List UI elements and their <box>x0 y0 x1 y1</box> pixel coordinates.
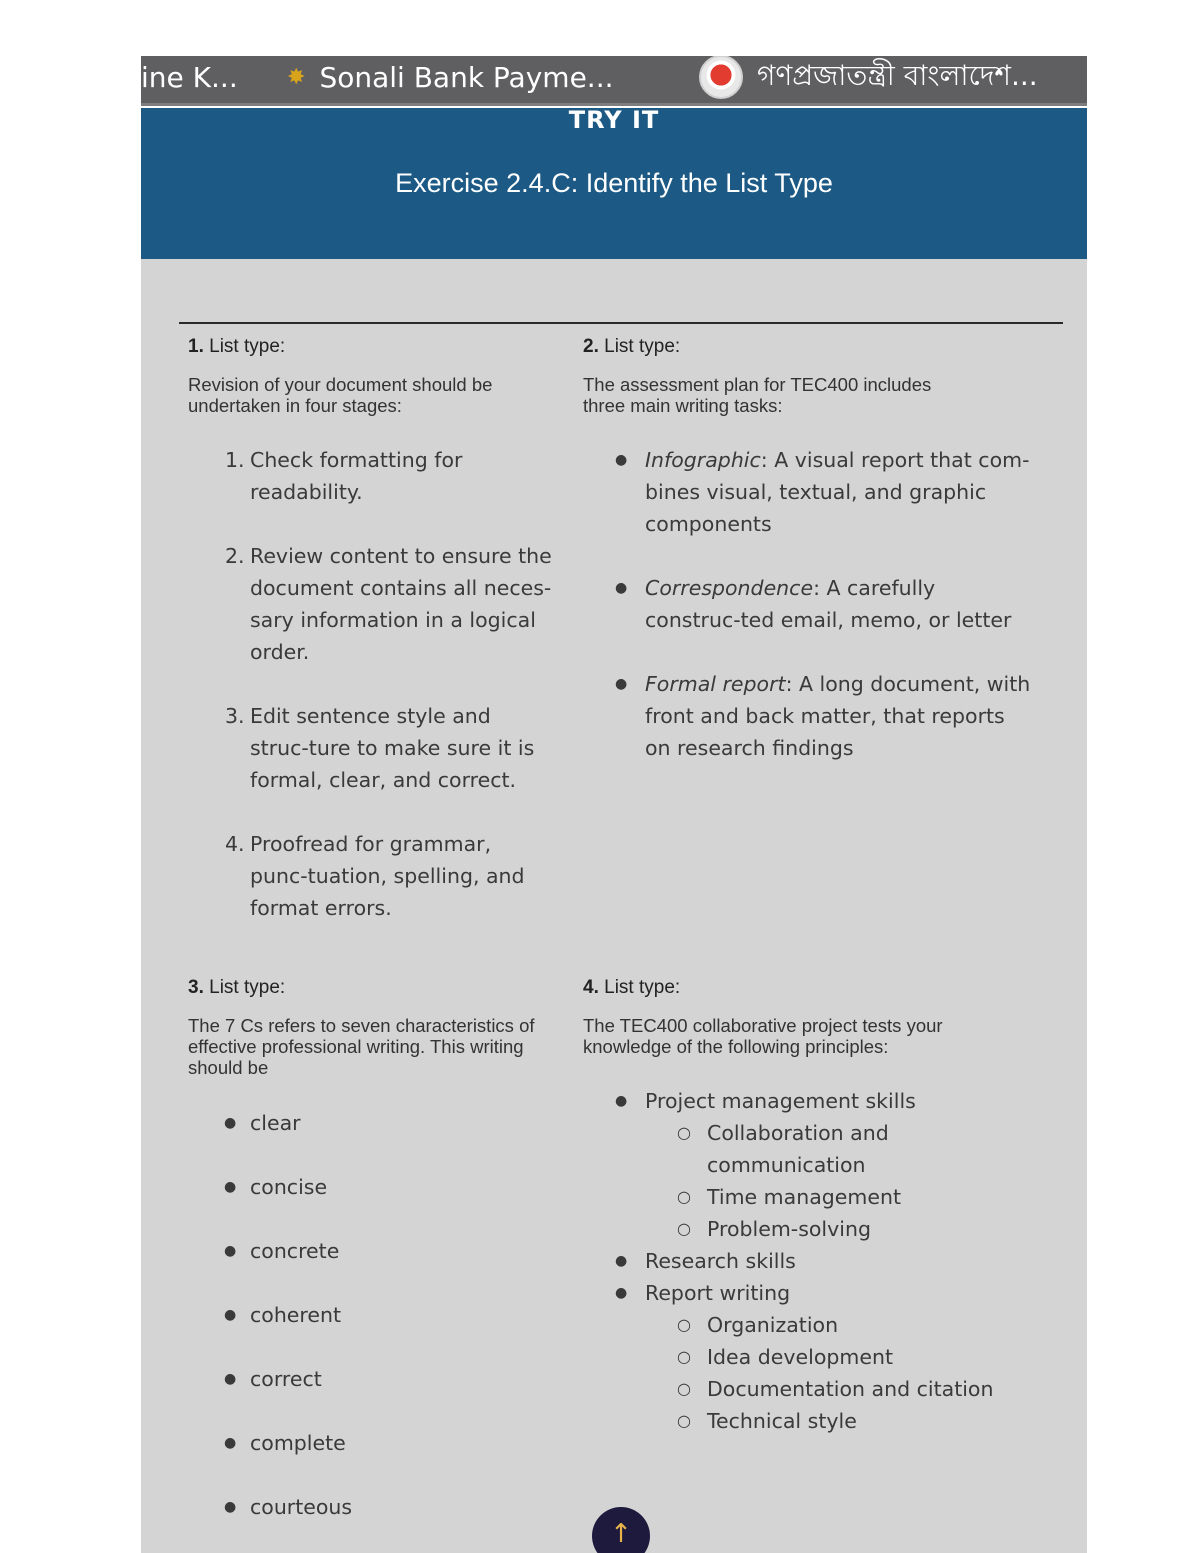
bullet-icon: ● <box>615 580 628 596</box>
list-item-term: Infographic <box>645 448 761 472</box>
list-type-heading <box>583 334 973 360</box>
divider <box>179 322 1063 324</box>
list-marker: 1. <box>225 448 245 472</box>
list-number: 1. <box>188 336 204 357</box>
list-item-text: : A long document, with front and back matter, that reports on research findings <box>645 672 1031 760</box>
bookmark-item[interactable] <box>699 56 1038 102</box>
list-type-label: List type: <box>604 336 681 357</box>
list-number: 4. <box>583 977 599 998</box>
exercise-header <box>141 108 1087 259</box>
list-item <box>225 540 555 668</box>
bookmark-item[interactable] <box>141 56 238 102</box>
bullet-icon: ● <box>224 1179 237 1195</box>
list-marker: 3. <box>225 704 245 728</box>
list-item-text: Idea development <box>707 1345 893 1369</box>
sub-list-item <box>677 1181 1035 1213</box>
list-item-text: Documentation and citation <box>707 1377 994 1401</box>
list-block-3 <box>188 975 578 1519</box>
list-block-1 <box>188 334 578 920</box>
list-item <box>224 1491 554 1523</box>
list-type-heading <box>188 975 578 1001</box>
sub-list-item <box>677 1341 1035 1373</box>
bangladesh-flag-icon <box>699 56 743 99</box>
list-item-text: courteous <box>250 1495 353 1519</box>
list-item <box>615 572 1035 636</box>
list-item-text: Check formatting for readability. <box>250 448 463 504</box>
list-type-heading <box>188 334 578 360</box>
list-marker: 2. <box>225 544 245 568</box>
list-item-text: Proofread for grammar, punc-tuation, spelling, and format errors. <box>250 832 525 920</box>
bullet-icon: ● <box>224 1243 237 1259</box>
list-intro: The 7 Cs refers to seven characteristics of effective professional writing. This writing should be <box>188 1015 535 1078</box>
bookmarks-bar <box>141 56 1087 106</box>
sub-list <box>677 1117 1035 1245</box>
sub-list-item <box>677 1405 1035 1437</box>
list-item-text: Project management skills <box>645 1089 916 1113</box>
list-item-text: coherent <box>250 1303 342 1327</box>
circle-bullet-icon: ○ <box>677 1187 691 1206</box>
list-item <box>615 1245 1035 1277</box>
sub-list-item <box>677 1213 1035 1245</box>
list-item-text: : A carefully construc-ted email, memo, or letter <box>645 576 1012 632</box>
bookmark-label: Sonali Bank Payme... <box>319 60 614 94</box>
list-number: 3. <box>188 977 204 998</box>
sub-list-item <box>677 1309 1035 1341</box>
list-item-term: Formal report <box>645 672 786 696</box>
sub-list-item <box>677 1117 1035 1181</box>
list-intro: The TEC400 collaborative project tests your knowledge of the following principles: <box>583 1015 943 1057</box>
list-item <box>224 1107 554 1139</box>
list-item-text: clear <box>250 1111 301 1135</box>
circle-bullet-icon: ○ <box>677 1347 691 1366</box>
list-item <box>224 1299 554 1331</box>
bullet-icon: ● <box>615 1285 628 1301</box>
sub-list <box>677 1309 1035 1437</box>
list-block-2 <box>583 334 1031 760</box>
circle-bullet-icon: ○ <box>677 1315 691 1334</box>
arrow-up-icon: ↑ <box>610 1519 632 1549</box>
list-item <box>224 1171 554 1203</box>
list-item-text: correct <box>250 1367 322 1391</box>
exercise-content <box>141 259 1087 1553</box>
circle-bullet-icon: ○ <box>677 1411 691 1430</box>
list-item-text: Research skills <box>645 1249 796 1273</box>
bookmark-label: গণপ্রজাতন্ত্রী বাংলাদেশ... <box>757 58 1038 92</box>
list-item-text: Review content to ensure the document contains all neces-sary information in a logical order. <box>250 544 552 664</box>
bullet-list <box>224 1107 554 1553</box>
sub-list-item <box>677 1373 1035 1405</box>
list-item-text: concrete <box>250 1239 340 1263</box>
bullet-icon: ● <box>615 676 628 692</box>
list-item-text: Time management <box>707 1185 902 1209</box>
list-item <box>224 1235 554 1267</box>
list-type-label: List type: <box>209 977 286 998</box>
bullet-icon: ● <box>615 1093 628 1109</box>
list-item-text: Organization <box>707 1313 839 1337</box>
star-icon: ✸ <box>287 64 306 90</box>
ordered-list <box>225 444 555 956</box>
list-item-text: Collaboration and communication <box>707 1121 889 1177</box>
circle-bullet-icon: ○ <box>677 1379 691 1398</box>
list-type-heading <box>583 975 973 1001</box>
list-item-text: concise <box>250 1175 328 1199</box>
bullet-icon: ● <box>224 1307 237 1323</box>
bullet-icon: ● <box>224 1499 237 1515</box>
list-item-text: Problem-solving <box>707 1217 871 1241</box>
list-item <box>224 1427 554 1459</box>
list-type-label: List type: <box>209 336 286 357</box>
bullet-icon: ● <box>224 1115 237 1131</box>
list-item-text: Technical style <box>707 1409 857 1433</box>
list-intro: The assessment plan for TEC400 includes three main writing tasks: <box>583 374 932 416</box>
list-item-term: Correspondence <box>645 576 814 600</box>
list-item <box>225 700 555 796</box>
bullet-icon: ● <box>224 1371 237 1387</box>
list-item <box>225 444 555 508</box>
bullet-icon: ● <box>615 1253 628 1269</box>
list-item-text: complete <box>250 1431 346 1455</box>
list-item <box>225 828 555 924</box>
bullet-icon: ● <box>224 1435 237 1451</box>
list-item <box>615 444 1035 540</box>
list-block-4 <box>583 975 994 1433</box>
list-intro: Revision of your document should be undertaken in four stages: <box>188 374 493 416</box>
list-item <box>615 1085 1035 1245</box>
nested-list <box>615 1085 1035 1437</box>
list-marker: 4. <box>225 832 245 856</box>
list-number: 2. <box>583 336 599 357</box>
circle-bullet-icon: ○ <box>677 1219 691 1238</box>
list-item <box>224 1363 554 1395</box>
list-type-label: List type: <box>604 977 681 998</box>
bookmark-item[interactable] <box>287 56 614 102</box>
list-item-text: Edit sentence style and struc-ture to make sure it is formal, clear, and correct. <box>250 704 535 792</box>
circle-bullet-icon: ○ <box>677 1123 691 1142</box>
try-it-label: TRY IT <box>568 106 660 134</box>
list-item-text: : A visual report that com-bines visual, textual, and graphic components <box>645 448 1030 536</box>
list-item-text: Report writing <box>645 1281 791 1305</box>
bookmark-label: ine K... <box>141 60 238 94</box>
bullet-list <box>615 444 1035 796</box>
list-item <box>615 668 1035 764</box>
list-item <box>615 1277 1035 1437</box>
exercise-title: Exercise 2.4.C: Identify the List Type <box>395 168 833 198</box>
bullet-icon: ● <box>615 452 628 468</box>
